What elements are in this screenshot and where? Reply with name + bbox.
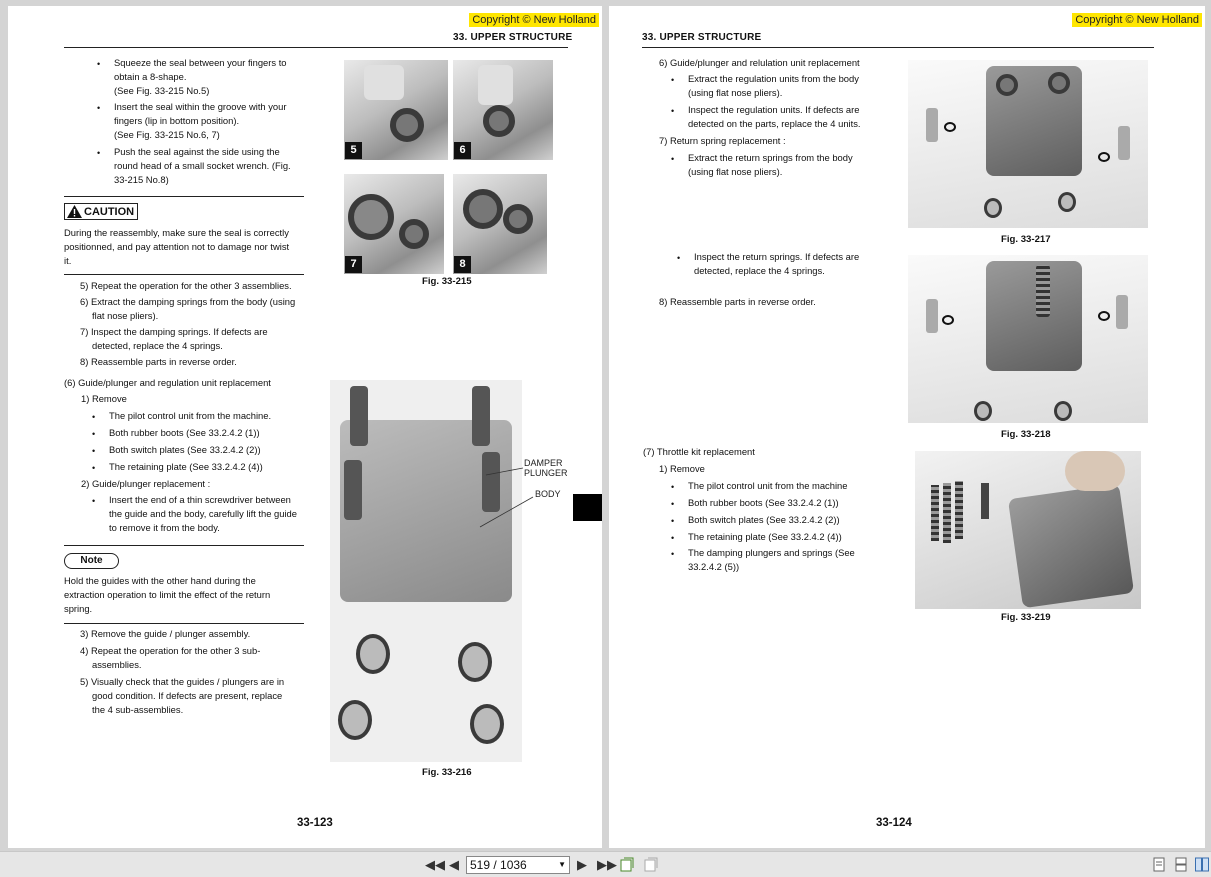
page-number: 33-123 — [297, 817, 333, 829]
remove-item: The damping plungers and springs (See 33.2.4.2 (5)) — [688, 547, 855, 572]
copyright-badge: Copyright © New Holland — [469, 13, 599, 27]
steps-list-b: 3) Remove the guide / plunger assembly. 4) Repeat the operation for the other 3 sub- assemblies. 5) Visually check that the guides / plungers are in good condition. If defects are present, replace the 4 sub-assemblies. — [80, 628, 285, 715]
section-7-title: (7) Throttle kit replacement — [643, 446, 755, 457]
bullet-dot: • — [92, 463, 96, 473]
remove-label: 1) Remove — [81, 393, 127, 404]
bullet-dot: • — [92, 446, 96, 456]
seal-photo-6 — [453, 60, 553, 160]
guide-label: 2) Guide/plunger replacement : — [81, 478, 211, 489]
photo-number: 8 — [454, 256, 471, 273]
go-forward-view-icon[interactable] — [644, 857, 658, 872]
header-rule — [64, 47, 568, 48]
seal-photo-5 — [344, 60, 448, 160]
figure-caption-218: Fig. 33-218 — [1001, 429, 1051, 440]
remove-item: The retaining plate (See 33.2.4.2 (4)) — [109, 461, 263, 472]
bullet-text: Push the seal against the side using the round head of a small socket wrench. (Fig. 33-215 No.8) — [114, 146, 291, 185]
throttle-kit-photo — [915, 451, 1141, 609]
item-6-bullet: Inspect the regulation units. If defects are detected on the parts, replace the 4 units. — [688, 104, 861, 129]
page-header-title: 33. UPPER STRUCTURE — [453, 32, 573, 43]
item-7-title: 7) Return spring replacement : — [659, 135, 786, 146]
note-bottom-rule — [64, 623, 304, 624]
item-6-title: 6) Guide/plunger and relulation unit replacement — [659, 57, 860, 68]
regulation-units-photo — [908, 60, 1148, 228]
remove-item: The pilot control unit from the machine — [688, 480, 848, 491]
bullet-dot: • — [92, 412, 96, 422]
photo-number: 5 — [345, 142, 362, 159]
header-rule — [642, 47, 1154, 48]
figure-caption-219: Fig. 33-219 — [1001, 612, 1051, 623]
bullet-text: Squeeze the seal between your fingers to obtain a 8-shape. (See Fig. 33-215 No.5) — [114, 57, 287, 96]
copyright-badge: Copyright © New Holland — [1072, 13, 1202, 27]
remove-item: Both rubber boots (See 33.2.4.2 (1)) — [688, 497, 839, 508]
bullet-dot: • — [92, 429, 96, 439]
figure-caption-215: Fig. 33-215 — [422, 276, 472, 287]
document-page-left — [8, 6, 602, 848]
page-number: 33-124 — [876, 817, 912, 829]
document-page-right — [609, 6, 1205, 848]
figure-caption-216: Fig. 33-216 — [422, 767, 472, 778]
item-8: 8) Reassemble parts in reverse order. — [659, 296, 816, 307]
return-springs-photo — [908, 255, 1148, 423]
item-6-bullet: Extract the regulation units from the body (using flat nose pliers). — [688, 73, 859, 98]
bullet-dot: • — [97, 148, 101, 158]
caution-label: CAUTION — [64, 203, 138, 220]
remove-item: The retaining plate (See 33.2.4.2 (4)) — [688, 531, 842, 542]
remove-item: Both switch plates (See 33.2.4.2 (2)) — [109, 444, 261, 455]
body-callout: BODY — [535, 489, 561, 499]
continuous-view-icon[interactable] — [1174, 857, 1188, 872]
steps-list-a: 5) Repeat the operation for the other 3 assemblies. 6) Extract the damping springs from the body (using flat nose pliers). 7) Inspect the damping springs. If defects are detected, replace the 4 springs. 8) Reassemble parts in reverse order. — [80, 280, 296, 367]
viewer-toolbar — [0, 851, 1211, 877]
bullet-dot: • — [92, 496, 96, 506]
bullet-dot: • — [671, 499, 675, 509]
seal-photo-8 — [453, 174, 547, 274]
section-6-title: (6) Guide/plunger and regulation unit replacement — [64, 377, 271, 388]
note-top-rule — [64, 545, 304, 546]
first-page-icon[interactable]: ◀◀ — [425, 857, 445, 872]
caution-text: During the reassembly, make sure the seal is correctly positionned, and pay attention not to damage nor twist it. — [64, 227, 290, 266]
bullet-dot: • — [671, 154, 675, 164]
page-number-value: 519 / 1036 — [470, 858, 527, 872]
remove-label: 1) Remove — [659, 463, 705, 474]
photo-number: 6 — [454, 142, 471, 159]
bullet-dot: • — [671, 516, 675, 526]
remove-item: Both rubber boots (See 33.2.4.2 (1)) — [109, 427, 260, 438]
bullet-dot: • — [97, 59, 101, 69]
guide-plunger-photo — [330, 380, 522, 762]
bullet-dot: • — [97, 103, 101, 113]
bullet-dot: • — [671, 533, 675, 543]
section-tab-marker — [573, 494, 602, 521]
bullet-dot: • — [677, 253, 681, 263]
previous-page-icon[interactable]: ◀ — [449, 857, 459, 872]
damper-plunger-callout: DAMPER PLUNGER — [524, 458, 568, 478]
warning-icon — [67, 205, 82, 218]
chevron-down-icon[interactable]: ▼ — [558, 860, 566, 869]
bullet-dot: • — [671, 549, 675, 559]
facing-pages-view-icon[interactable] — [1195, 857, 1209, 872]
page-header-title: 33. UPPER STRUCTURE — [642, 32, 762, 43]
bullet-dot: • — [671, 75, 675, 85]
caution-top-rule — [64, 196, 304, 197]
remove-item: The pilot control unit from the machine. — [109, 410, 272, 421]
note-text: Hold the guides with the other hand during the extraction operation to limit the effect of the return spring. — [64, 575, 271, 614]
go-back-view-icon[interactable] — [620, 857, 634, 872]
bullet-dot: • — [671, 482, 675, 492]
item-7-bullet: Extract the return springs from the body (using flat nose pliers). — [688, 152, 853, 177]
seal-photo-7 — [344, 174, 444, 274]
guide-item: Insert the end of a thin screwdriver between the guide and the body, carefully lift the guide to remove it from the body. — [109, 494, 297, 533]
figure-caption-217: Fig. 33-217 — [1001, 234, 1051, 245]
note-label: Note — [64, 553, 119, 569]
bullet-text: Insert the seal within the groove with your fingers (lip in bottom position). (See Fig. 33-215 No.6, 7) — [114, 101, 287, 140]
page-number-field[interactable] — [466, 856, 570, 874]
callout-leader-lines — [478, 461, 538, 531]
photo-number: 7 — [345, 256, 362, 273]
next-page-icon[interactable]: ▶ — [577, 857, 587, 872]
bullet-dot: • — [671, 106, 675, 116]
remove-item: Both switch plates (See 33.2.4.2 (2)) — [688, 514, 840, 525]
caution-bottom-rule — [64, 274, 304, 275]
last-page-icon[interactable]: ▶▶ — [597, 857, 617, 872]
inspect-return-springs: Inspect the return springs. If defects are detected, replace the 4 springs. — [694, 251, 860, 276]
single-page-view-icon[interactable] — [1152, 857, 1166, 872]
